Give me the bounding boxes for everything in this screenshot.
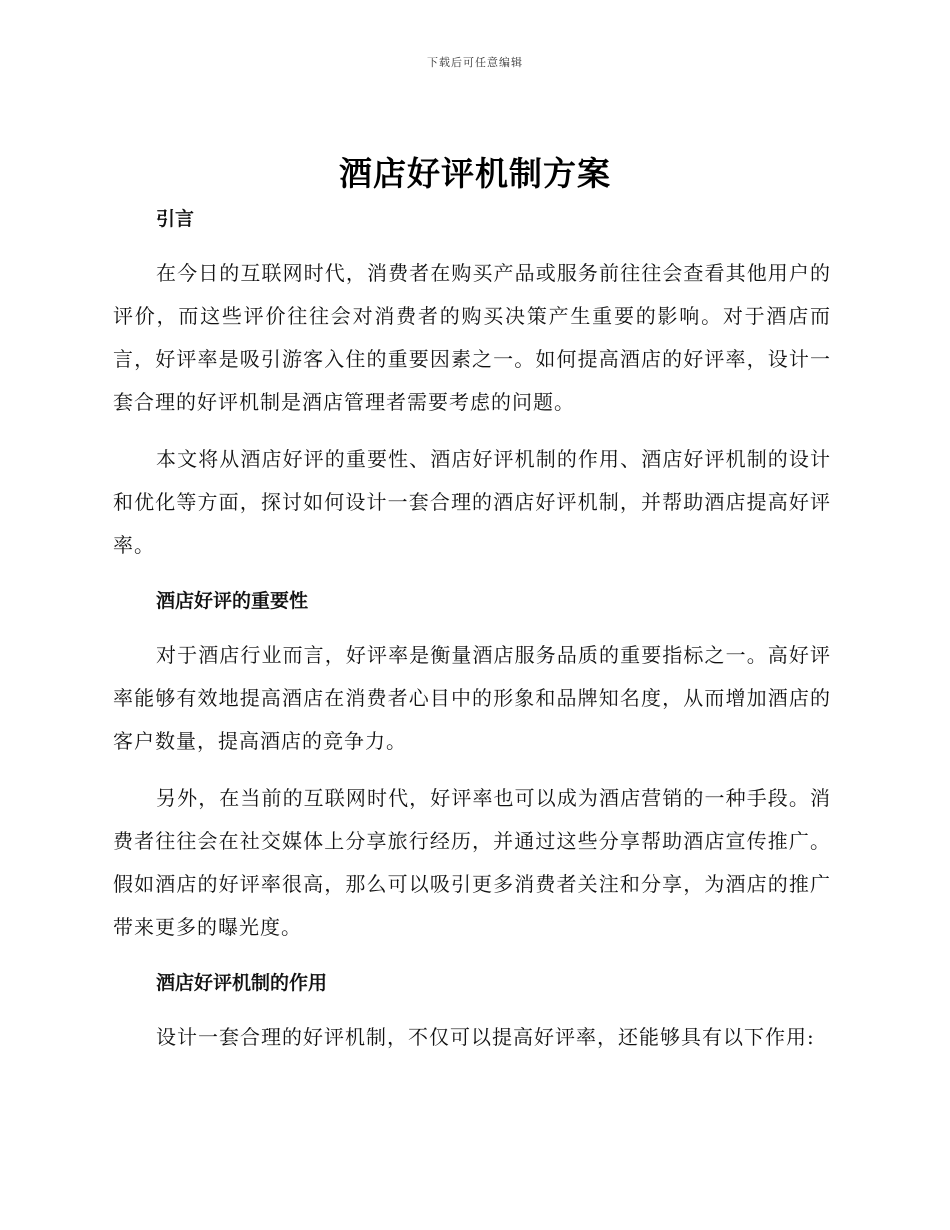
section-intro	[113, 197, 831, 567]
header-note: 下载后可任意编辑	[427, 56, 523, 69]
paragraph: 另外，在当前的互联网时代，好评率也可以成为酒店营销的一种手段。消费者往往会在社交媒体上分享旅行经历，并通过这些分享帮助酒店宣传推广。假如酒店的好评率很高，那么可以吸引更多消费者关注和分享，为酒店的推广带来更多的曝光度。	[113, 786, 831, 939]
section-role	[113, 961, 831, 1059]
paragraph: 本文将从酒店好评的重要性、酒店好评机制的作用、酒店好评机制的设计和优化等方面，探讨如何设计一套合理的酒店好评机制，并帮助酒店提高好评率。	[113, 447, 831, 557]
section-importance	[113, 579, 831, 949]
document-title: 酒店好评机制方案	[339, 154, 611, 193]
paragraph: 设计一套合理的好评机制，不仅可以提高好评率，还能够具有以下作用:	[156, 1025, 815, 1049]
section-heading: 引言	[156, 208, 195, 230]
section-heading: 酒店好评的重要性	[156, 590, 309, 612]
document-body	[113, 197, 831, 1059]
paragraph: 在今日的互联网时代，消费者在购买产品或服务前往往会查看其他用户的评价，而这些评价往往会对消费者的购买决策产生重要的影响。对于酒店而言，好评率是吸引游客入住的重要因素之一。如何提高酒店的好评率，设计一套合理的好评机制是酒店管理者需要考虑的问题。	[113, 261, 831, 414]
section-heading: 酒店好评机制的作用	[156, 972, 328, 994]
paragraph: 对于酒店行业而言，好评率是衡量酒店服务品质的重要指标之一。高好评率能够有效地提高酒店在消费者心目中的形象和品牌知名度，从而增加酒店的客户数量，提高酒店的竞争力。	[113, 643, 831, 753]
